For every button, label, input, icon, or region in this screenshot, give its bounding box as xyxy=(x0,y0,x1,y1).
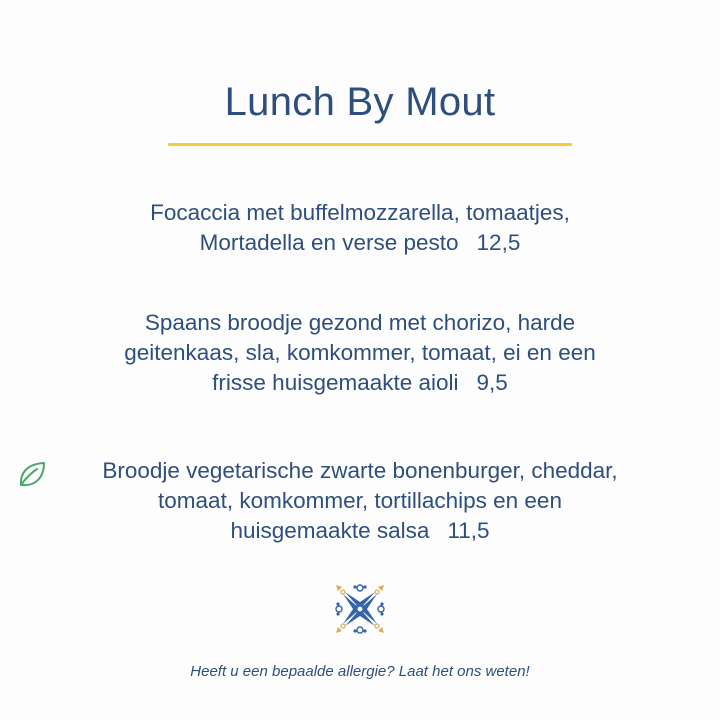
menu-item-spaans-broodje xyxy=(0,308,720,398)
menu-title: Lunch By Mout xyxy=(224,80,496,124)
item-line: Spaans broodje gezond met chorizo, harde xyxy=(144,310,576,335)
item-price: 9,5 xyxy=(476,370,508,395)
menu-item-bonenburger xyxy=(0,456,720,546)
item-line xyxy=(0,516,720,546)
allergy-notice: Heeft u een bepaalde allergie? Laat het ons weten! xyxy=(190,663,530,680)
item-line: Broodje vegetarische zwarte bonenburger, cheddar, xyxy=(102,458,618,483)
item-line: geitenkaas, sla, komkommer, tomaat, ei en een xyxy=(124,340,596,365)
item-line xyxy=(0,368,720,398)
item-line: Focaccia met buffelmozzarella, tomaatjes, xyxy=(150,200,570,225)
menu-item-focaccia xyxy=(0,198,720,258)
title-divider xyxy=(168,143,572,146)
item-line xyxy=(0,228,720,258)
item-line-text: Mortadella en verse pesto xyxy=(199,230,459,255)
item-line: tomaat, komkommer, tortillachips en een xyxy=(158,488,562,513)
item-line-text: frisse huisgemaakte aioli xyxy=(212,370,459,395)
item-price: 11,5 xyxy=(447,518,490,543)
item-price: 12,5 xyxy=(476,230,521,255)
item-line-text: huisgemaakte salsa xyxy=(230,518,430,543)
tile-emblem-icon xyxy=(331,580,389,638)
